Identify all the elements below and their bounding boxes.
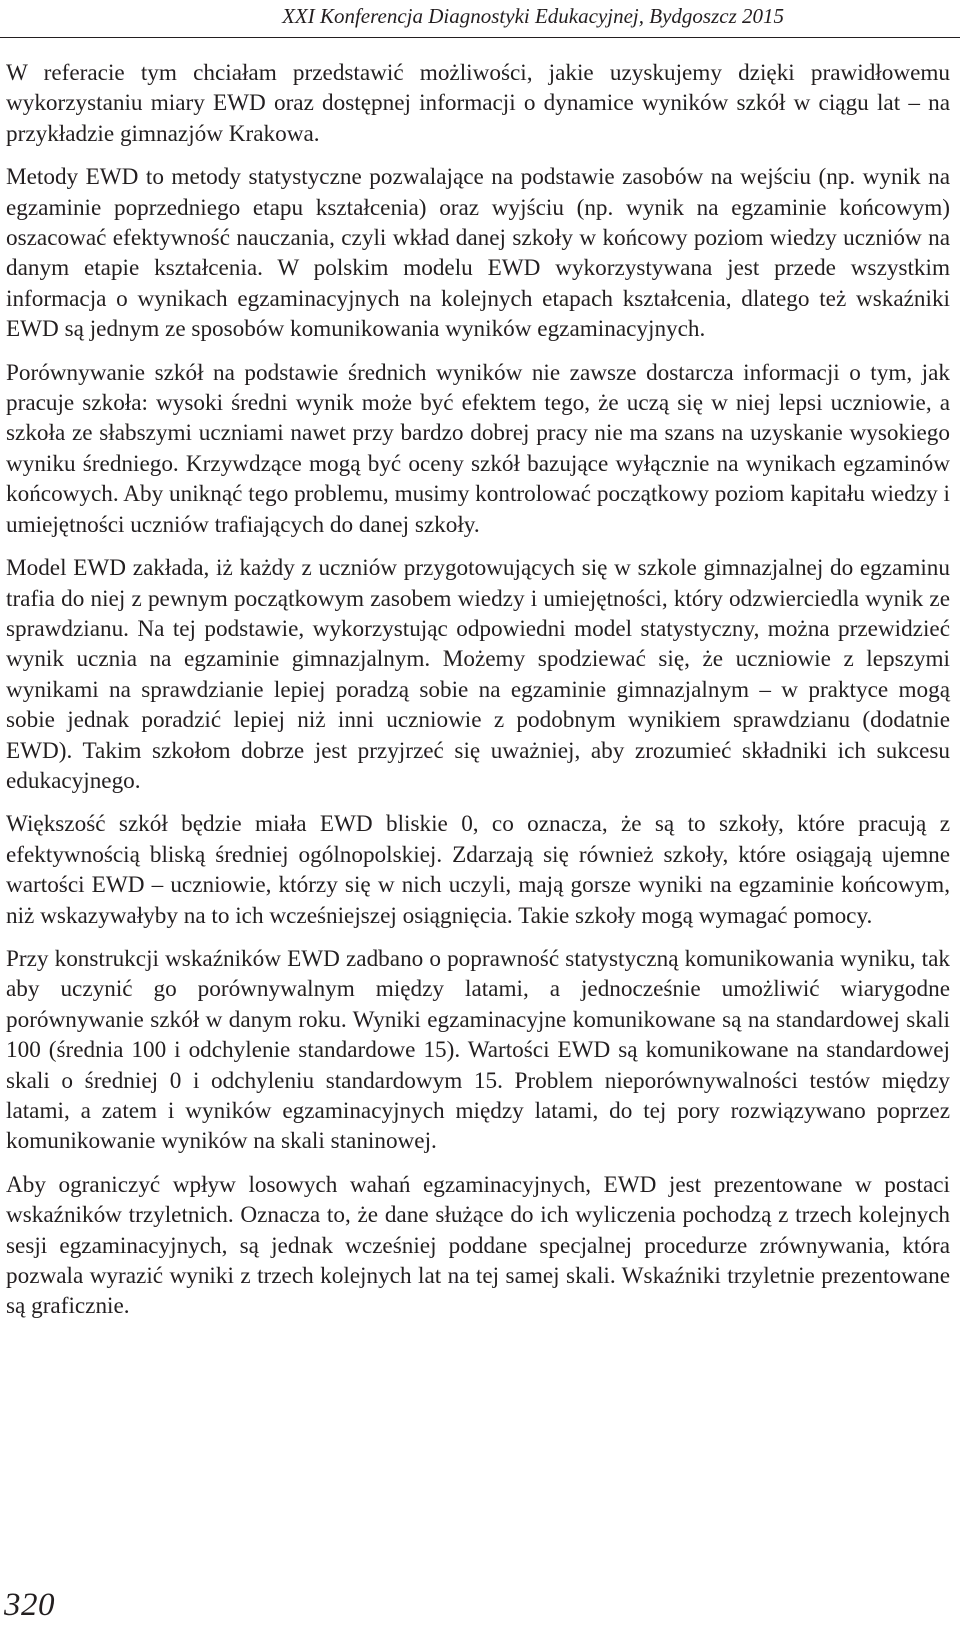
paragraph-7: Aby ograniczyć wpływ losowych wahań egzaminacyjnych, EWD jest prezentowane w postaci wskaźników trzyletnich. Oznacza to, że dane służące do ich wyliczenia pochodzą z trzech kolejnych sesji egzaminacyjnych, są jednak wcześniej poddane specjalnej procedurze zrównywania, która pozwala wyrazić wyniki z trzech kolejnych lat na tej samej skali. Wskaźniki trzyletnie prezentowane są graficznie. (6, 1171, 950, 1320)
paragraph-5: Większość szkół będzie miała EWD bliskie 0, co oznacza, że są to szkoły, które pracują z efektywnością bliską średniej ogólnopolskiej. Zdarzają się również szkoły, które osiągają ujemne wartości EWD – uczniowie, którzy się w nich uczyli, mają gorsze wyniki na egzaminie końcowym, niż wskazywałyby na to ich wcześniejszej osiągnięcia. Takie szkoły mogą wymagać pomocy. (6, 811, 950, 929)
page-number: 320 (4, 1587, 55, 1623)
paragraph-1: W referacie tym chciałam przedstawić możliwości, jakie uzyskujemy dzięki prawidłowemu wykorzystaniu miary EWD oraz dostępnej informacji o dynamice wyników szkół w ciągu lat – na przykładzie gimnazjów Krakowa. (6, 60, 950, 147)
paragraph-6: Przy konstrukcji wskaźników EWD zadbano o poprawność statystyczną komunikowania wyniku, tak aby uczynić go porównywalnym między latami, a jednocześnie umożliwić wiarygodne porównywanie szkół w danym roku. Wyniki egzaminacyjne komunikowane są na standardowej skali 100 (średnia 100 i odchylenie standardowe 15). Wartości EWD są komunikowane na standardowej skali o średniej 0 i odchyleniu standardowym 15. Problem nieporównywalności testów między latami, a zatem i wyników egzaminacyjnych między latami, do tej pory rozwiązywano poprzez komunikowanie wyników na skali staninowej. (6, 945, 950, 1155)
paragraph-3: Porównywanie szkół na podstawie średnich wyników nie zawsze dostarcza informacji o tym, jak pracuje szkoła: wysoki średni wynik może być efektem tego, że uczą się w niej lepsi uczniowie, a szkoła ze słabszymi uczniami nawet przy bardzo dobrej pracy nie ma szans na uzyskanie wysokiego wyniku średniego. Krzywdzące mogą być oceny szkół bazujące wyłącznie na wynikach egzaminów końcowych. Aby uniknąć tego problemu, musimy kontrolować początkowy poziom kapitału wiedzy i umiejętności uczniów trafiających do danej szkoły. (6, 359, 950, 538)
header-rule (0, 37, 960, 38)
paragraph-4: Model EWD zakłada, iż każdy z uczniów przygotowujących się w szkole gimnazjalnej do egzaminu trafia do niej z pewnym początkowym zasobem wiedzy i umiejętności, który odzwierciedla wynik ze sprawdzianu. Na tej podstawie, wykorzystując odpowiedni model statystyczny, można przewidzieć wynik ucznia na egzaminie gimnazjalnym. Możemy spodziewać się, że uczniowie z lepszymi wynikami na sprawdzianie lepiej poradzą sobie na egzaminie gimnazjalnym – w praktyce mogą sobie jednak poradzić lepiej niż inni uczniowie z podobnym wynikiem sprawdzianu (dodatnie EWD). Takim szkołom dobrze jest przyjrzeć się uważniej, aby zrozumieć składniki ich sukcesu edukacyjnego. (6, 555, 950, 794)
body-text (6, 58, 950, 1335)
paragraph-2: Metody EWD to metody statystyczne pozwalające na podstawie zasobów na wejściu (np. wynik na egzaminie poprzedniego etapu kształcenia) oraz wyjściu (np. wynik na egzaminie końcowym) oszacować efektywność nauczania, czyli wkład danej szkoły w końcowy poziom wiedzy uczniów na danym etapie kształcenia. W polskim modelu EWD wykorzystywana jest przede wszystkim informacja o wynikach egzaminacyjnych na kolejnych etapach kształcenia, dlatego też wskaźniki EWD są jednym ze sposobów komunikowania wyników egzaminacyjnych. (6, 164, 950, 343)
running-header: XXI Konferencja Diagnostyki Edukacyjnej, Bydgoszcz 2015 (282, 4, 784, 28)
